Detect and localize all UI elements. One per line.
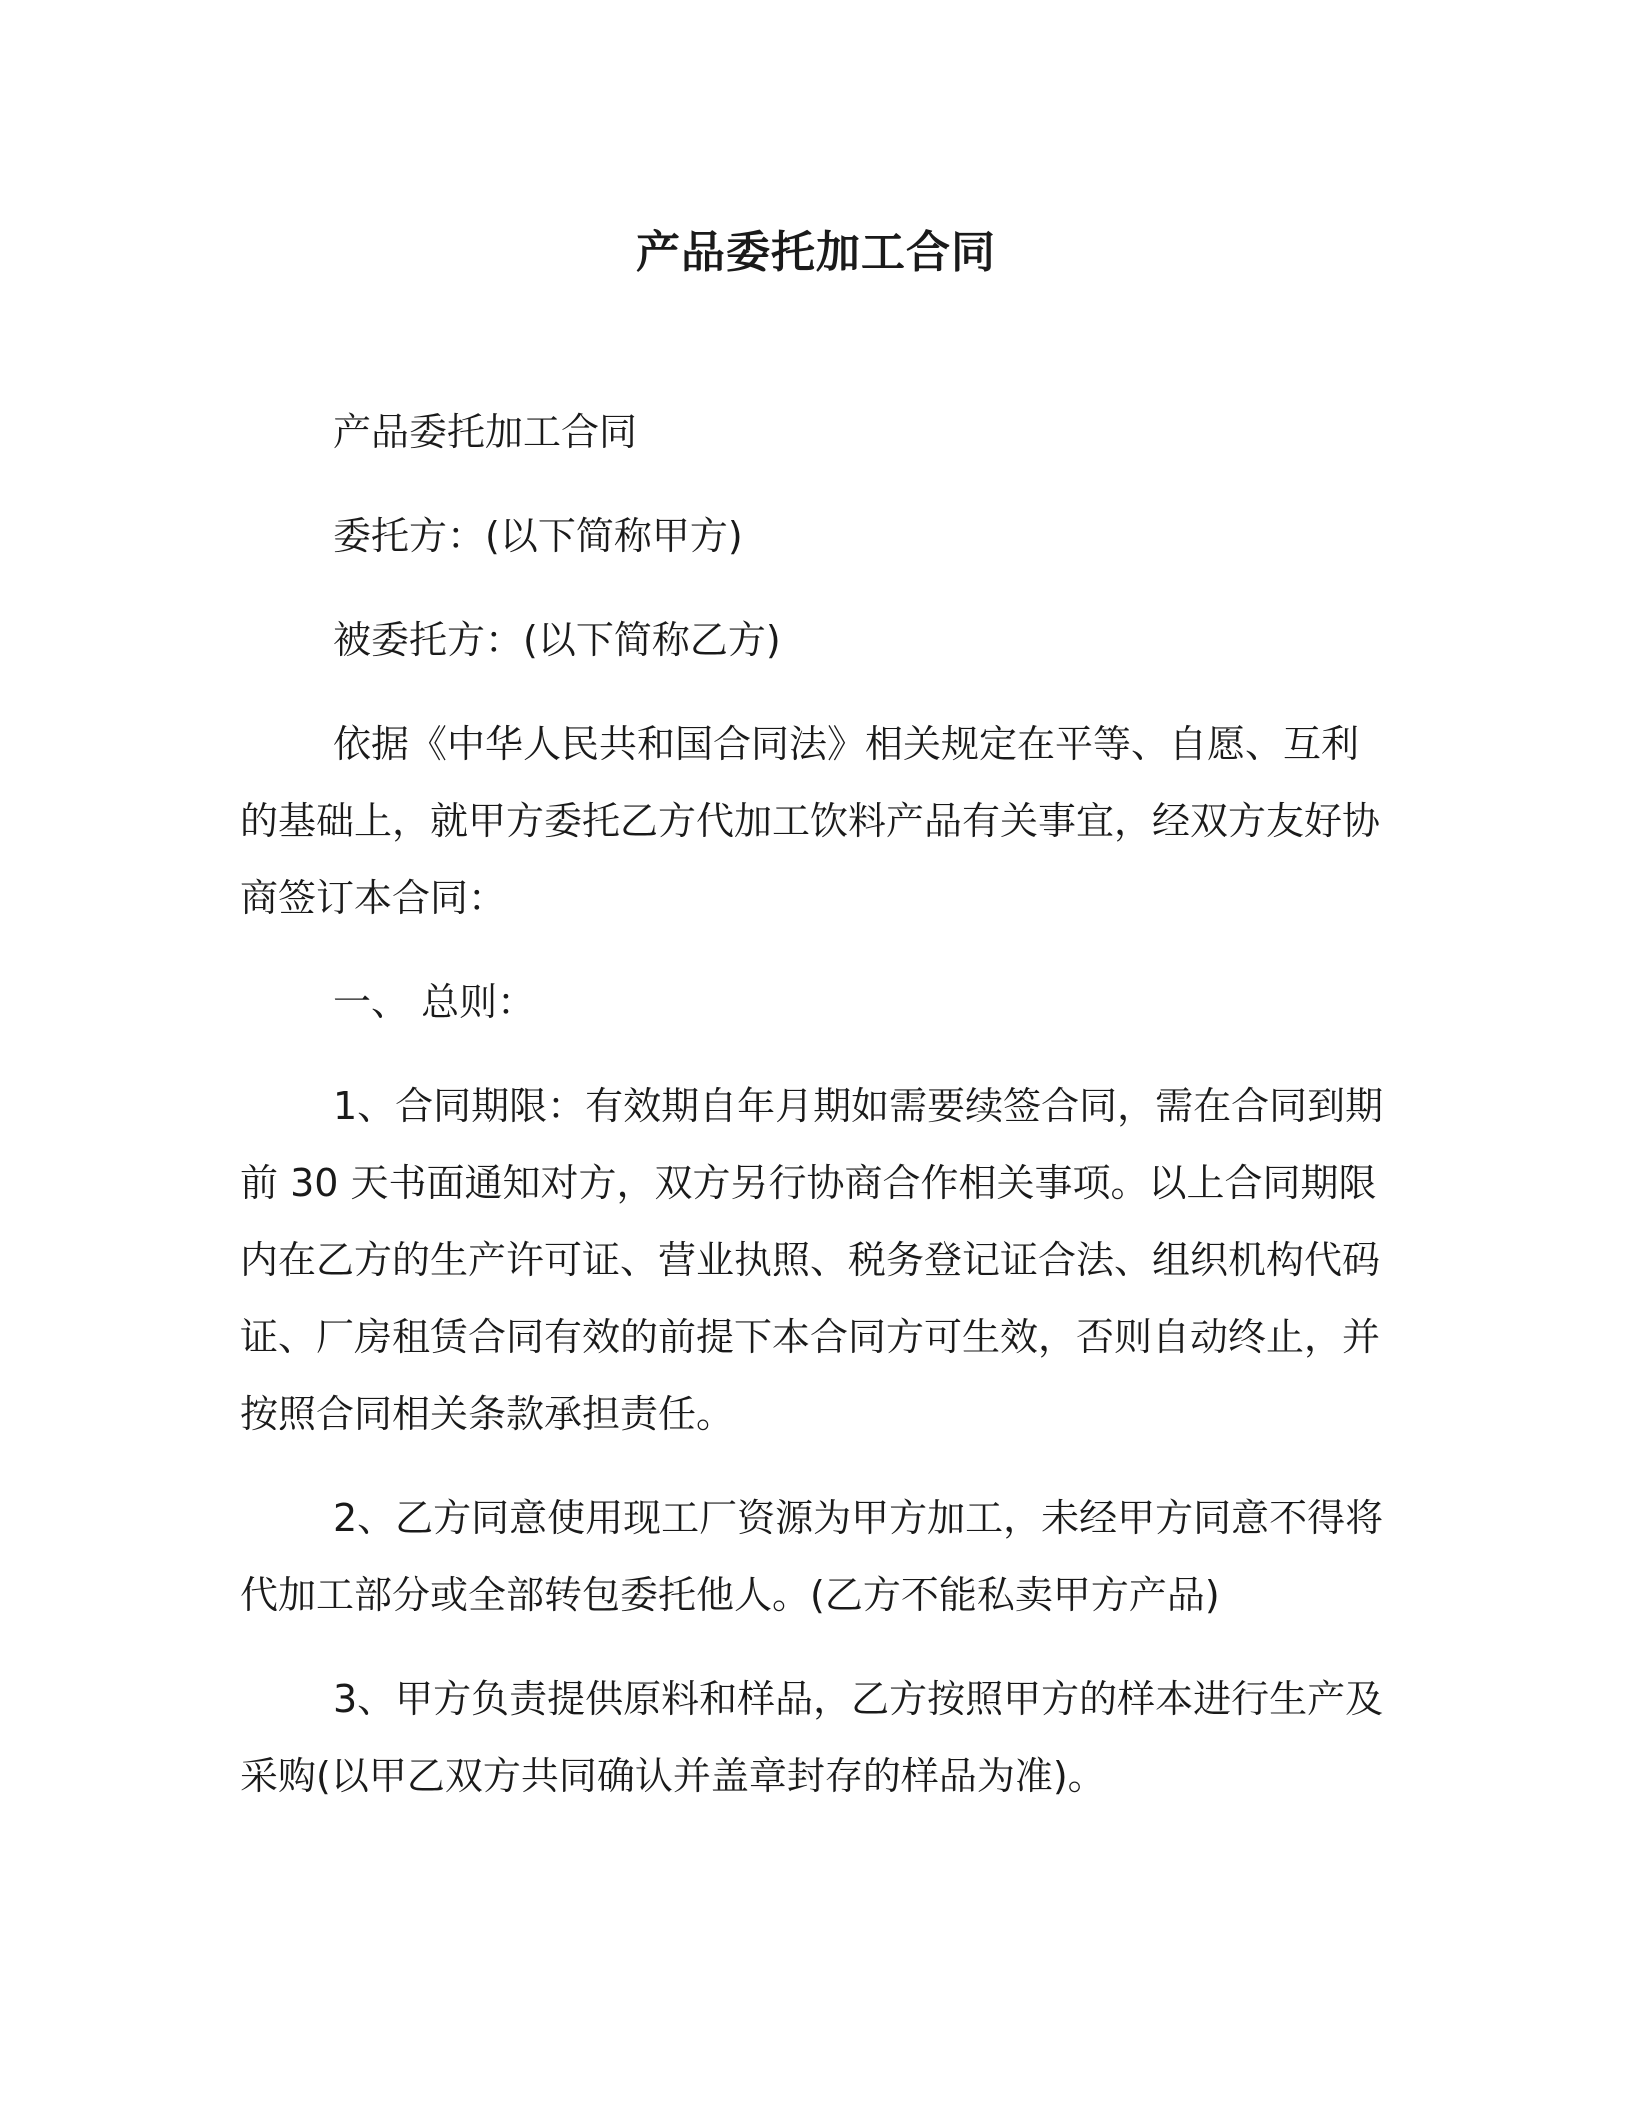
paragraph-contractor: 被委托方：(以下简称乙方) (333, 618, 781, 662)
clause-1: 1、合同期限：有效期自年月期如需要续签合同，需在合同到期前 30 天书面通知对方，双方另行协商合作相关事项。以上合同期限内在乙方的生产许可证、营业执照、税务登记证合法、组织机构代码证、厂房租赁合同有效的前提下本合同方可生效，否则自动终止，并按照合同相关条款承担责任。 (240, 1084, 1384, 1436)
document-title: 产品委托加工合同 (636, 227, 996, 278)
paragraph-client: 委托方：(以下简称甲方) (333, 514, 743, 558)
paragraph-heading: 产品委托加工合同 (333, 410, 638, 454)
clause-3: 3、甲方负责提供原料和样品，乙方按照甲方的样本进行生产及采购(以甲乙双方共同确认并盖章封存的样品为准)。 (240, 1677, 1384, 1798)
paragraph-preamble: 依据《中华人民共和国合同法》相关规定在平等、自愿、互利的基础上，就甲方委托乙方代加工饮料产品有关事宜，经双方友好协商签订本合同： (240, 722, 1381, 920)
document-body (240, 394, 1390, 1842)
section-heading-general: 一、 总则： (333, 980, 536, 1024)
clause-2: 2、乙方同意使用现工厂资源为甲方加工，未经甲方同意不得将代加工部分或全部转包委托他人。(乙方不能私卖甲方产品) (240, 1496, 1384, 1617)
